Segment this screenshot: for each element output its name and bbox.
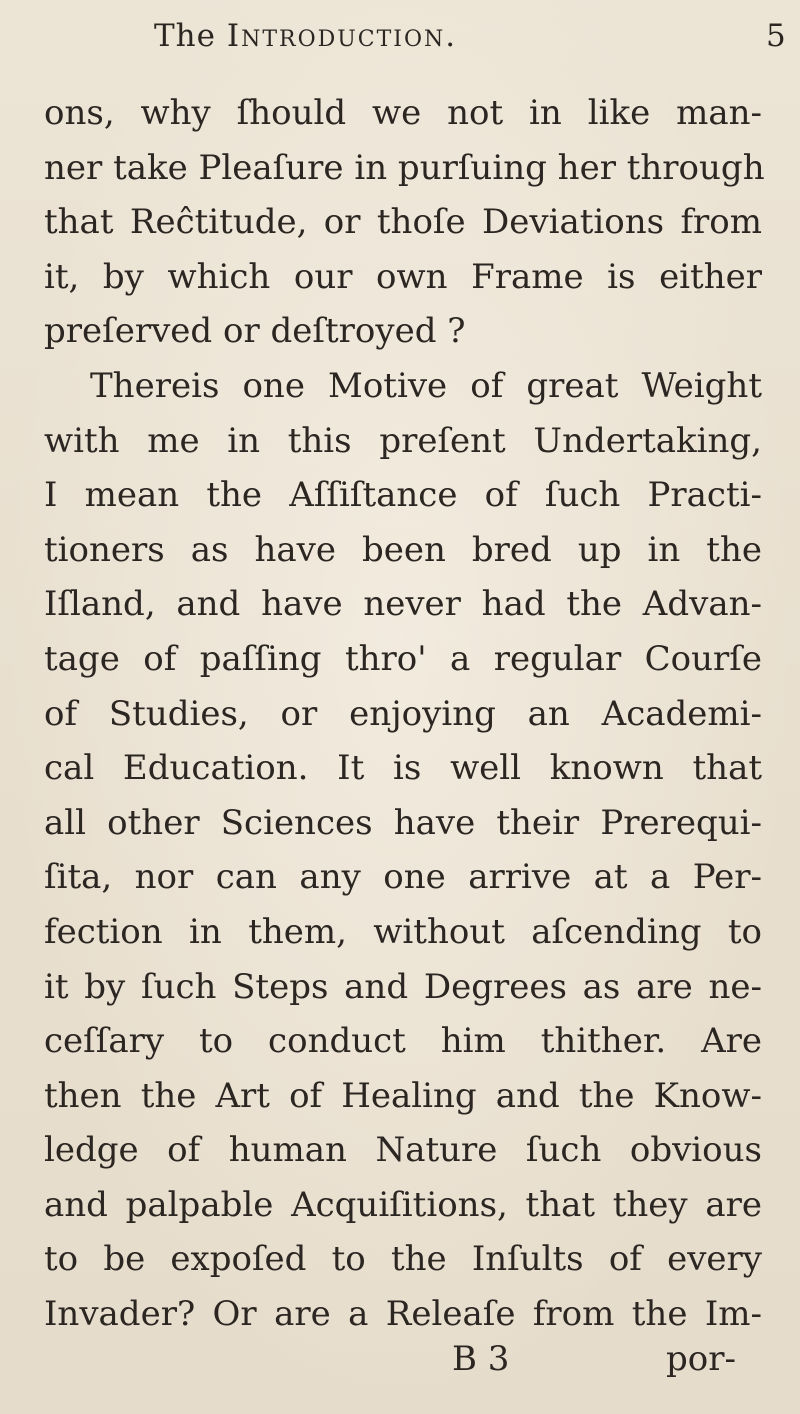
- running-head-main: Introduction.: [226, 18, 458, 54]
- text-line: that Reĉtitude, or thoſe Deviations from: [44, 202, 762, 243]
- text-line: tage of paſſing thro' a regular Courſe: [44, 638, 762, 679]
- body-text: [44, 86, 765, 1342]
- text-line: with me in this preſent Undertaking,: [44, 420, 762, 461]
- running-head: [0, 0, 800, 60]
- catchword: por-: [666, 1339, 736, 1379]
- text-line: Thereis one Motive of great Weight: [90, 365, 762, 406]
- text-line: tioners as have been bred up in the: [44, 529, 762, 570]
- text-line: fection in them, without aſcending to: [44, 911, 762, 952]
- signature-mark: B 3: [452, 1339, 510, 1379]
- text-line: ner take Pleaſure in purſuing her through: [44, 147, 765, 188]
- text-line: ceſſary to conduct him thither. Are: [44, 1021, 762, 1062]
- text-line: it by ſuch Steps and Degrees as are ne-: [44, 966, 762, 1007]
- text-line: and palpable Acquiſitions, that they are: [44, 1184, 762, 1225]
- text-line: to be expoſed to the Inſults of every: [44, 1239, 762, 1280]
- text-line: ledge of human Nature ſuch obvious: [44, 1130, 762, 1171]
- text-line: Iſland, and have never had the Advan-: [44, 584, 762, 625]
- running-head-title: [154, 18, 457, 54]
- text-line: all other Sciences have their Prerequi-: [44, 802, 762, 843]
- text-line: it, by which our own Frame is either: [44, 256, 762, 297]
- text-line: cal Education. It is well known that: [44, 748, 762, 789]
- text-line: of Studies, or enjoying an Academi-: [44, 693, 762, 734]
- running-head-prefix: The: [154, 18, 227, 54]
- text-line: preſerved or deſtroyed ?: [44, 311, 466, 352]
- text-line: ſita, nor can any one arrive at a Per-: [44, 857, 762, 898]
- text-line: then the Art of Healing and the Know-: [44, 1075, 762, 1116]
- text-line: I mean the Aſſiſtance of ſuch Practi-: [44, 475, 762, 516]
- text-line: ons, why ſhould we not in like man-: [44, 93, 762, 133]
- text-line: Invader? Or are a Releaſe from the Im-: [44, 1294, 762, 1335]
- page-number: 5: [766, 18, 786, 54]
